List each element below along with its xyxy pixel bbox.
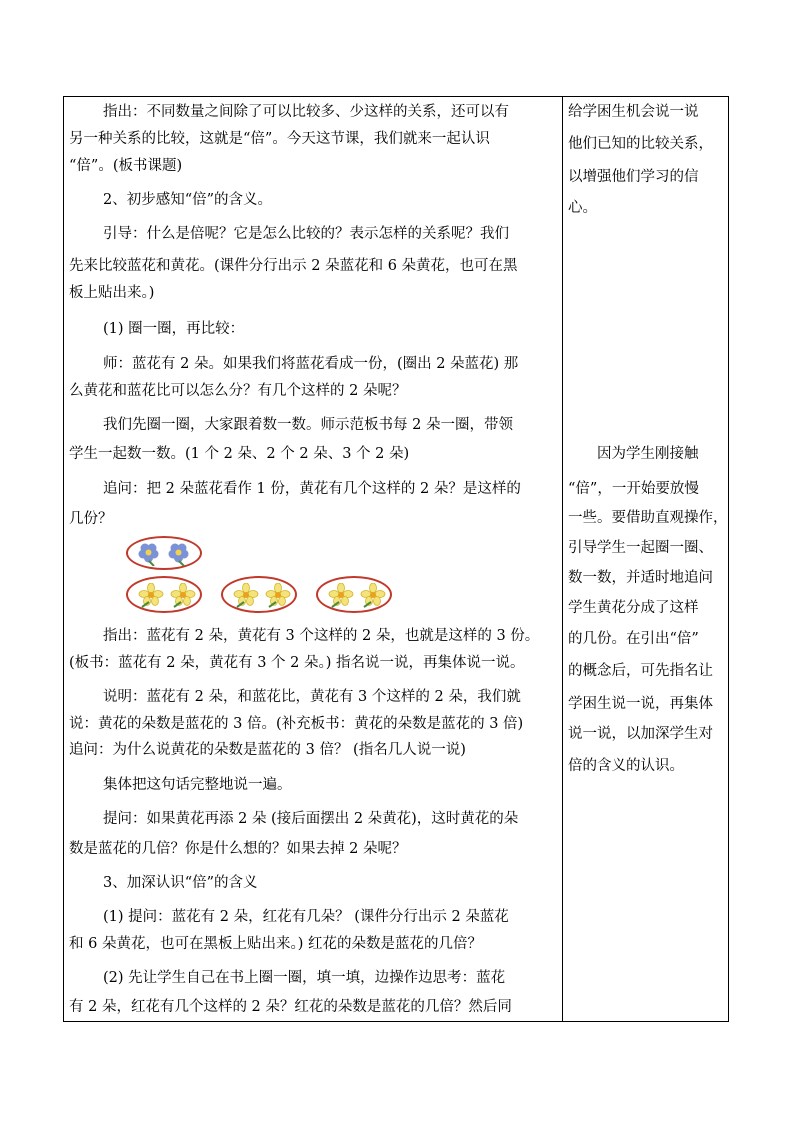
note-line: 的概念后，可先指名让 xyxy=(568,663,713,679)
text-line: 么黄花和蓝花比可以怎么分？有几个这样的 2 朵呢？ xyxy=(69,383,407,399)
text-line: 有 2 朵，红花有几个这样的 2 朵？红花的朵数是蓝花的几倍？然后同 xyxy=(69,999,512,1015)
yellow-flower-icon xyxy=(360,583,386,609)
text-line: 说明：蓝花有 2 朵，和蓝花比，黄花有 3 个这样的 2 朵，我们就 xyxy=(103,689,521,705)
note-line: 说一说，以加深学生对 xyxy=(568,726,713,742)
text-line: 指出：蓝花有 2 朵，黄花有 3 个这样的 2 朵，也就是这样的 3 份。 xyxy=(103,628,540,644)
note-line: 倍的含义的认识。 xyxy=(568,758,684,774)
note-line: 学生黄花分成了这样 xyxy=(568,600,699,616)
note-line: 他们已知的比较关系， xyxy=(568,136,713,152)
yellow-flower-icon xyxy=(233,583,259,609)
note-line: 引导学生一起圈一圈、 xyxy=(568,540,713,556)
text-line: 先来比较蓝花和黄花。(课件分行出示 2 朵蓝花和 6 朵黄花，也可在黑 xyxy=(69,258,518,274)
flower-illustration xyxy=(126,536,426,616)
text-line: (2) 先让学生自己在书上圈一圈，填一填，边操作边思考：蓝花 xyxy=(103,970,506,986)
note-line: 的几份。在引出“倍” xyxy=(568,631,699,647)
blue-flower-icon xyxy=(166,542,192,566)
yellow-flower-icon xyxy=(265,583,291,609)
text-line: 和 6 朵黄花，也可在黑板上贴出来。) 红花的朵数是蓝花的几倍？ xyxy=(69,936,482,952)
note-line: 以增强他们学习的信 xyxy=(568,169,699,185)
text-line: (1) 圈一圈，再比较： xyxy=(103,321,245,337)
text-line: 另一种关系的比较，这就是“倍”。今天这节课，我们就来一起认识 xyxy=(69,131,490,147)
text-line: 板上贴出来。) xyxy=(69,285,155,301)
teaching-process-column xyxy=(64,97,563,1021)
text-line: “倍”。(板书课题) xyxy=(69,158,183,174)
yellow-flower-icon xyxy=(138,583,164,609)
yellow-flower-circle xyxy=(316,576,392,613)
yellow-flower-icon xyxy=(328,583,354,609)
text-line: 几份？ xyxy=(69,511,113,527)
text-line: (板书：蓝花有 2 朵，黄花有 3 个 2 朵。) 指名说一说，再集体说一说。 xyxy=(69,655,525,671)
blue-flower-circle xyxy=(126,536,202,570)
blue-flower-icon xyxy=(136,542,162,566)
text-line: 学生一起数一数。(1 个 2 朵、2 个 2 朵、3 个 2 朵) xyxy=(69,446,410,462)
note-line: 数一数，并适时地追问 xyxy=(568,570,713,586)
note-line: “倍”，一开始要放慢 xyxy=(568,481,699,497)
lesson-table xyxy=(63,96,729,1022)
note-line: 给学困生机会说一说 xyxy=(568,104,699,120)
note-line: 学困生说一说，再集体 xyxy=(568,696,713,712)
text-line: 集体把这句话完整地说一遍。 xyxy=(103,777,292,793)
text-line: 提问：如果黄花再添 2 朵 (接后面摆出 2 朵黄花)，这时黄花的朵 xyxy=(103,811,519,827)
yellow-flower-icon xyxy=(170,583,196,609)
text-line: (1) 提问：蓝花有 2 朵，红花有几朵？ (课件分行出示 2 朵蓝花 xyxy=(103,909,509,925)
yellow-flower-circle xyxy=(126,576,202,613)
text-line: 追问：把 2 朵蓝花看作 1 份，黄花有几个这样的 2 朵？是这样的 xyxy=(103,481,521,497)
section-heading: 2、初步感知“倍”的含义。 xyxy=(103,192,273,208)
text-line: 我们先圈一圈，大家跟着数一数。师示范板书每 2 朵一圈，带领 xyxy=(103,417,513,433)
note-line: 一些。要借助直观操作， xyxy=(568,510,728,526)
design-notes-column xyxy=(563,97,728,1021)
text-line: 说：黄花的朵数是蓝花的 3 倍。(补充板书：黄花的朵数是蓝花的 3 倍) xyxy=(69,716,524,732)
text-line: 引导：什么是倍呢？它是怎么比较的？表示怎样的关系呢？我们 xyxy=(103,226,509,242)
yellow-flower-circle xyxy=(221,576,297,613)
note-line: 因为学生刚接触 xyxy=(597,446,699,462)
text-line: 数是蓝花的几倍？你是什么想的？如果去掉 2 朵呢？ xyxy=(69,841,407,857)
note-line: 心。 xyxy=(568,200,597,216)
text-line: 师：蓝花有 2 朵。如果我们将蓝花看成一份，(圈出 2 朵蓝花) 那 xyxy=(103,356,519,372)
text-line: 追问：为什么说黄花的朵数是蓝花的 3 倍？ (指名几人说一说) xyxy=(69,742,466,758)
section-heading: 3、加深认识“倍”的含义 xyxy=(103,875,258,891)
text-line: 指出：不同数量之间除了可以比较多、少这样的关系，还可以有 xyxy=(103,104,509,120)
